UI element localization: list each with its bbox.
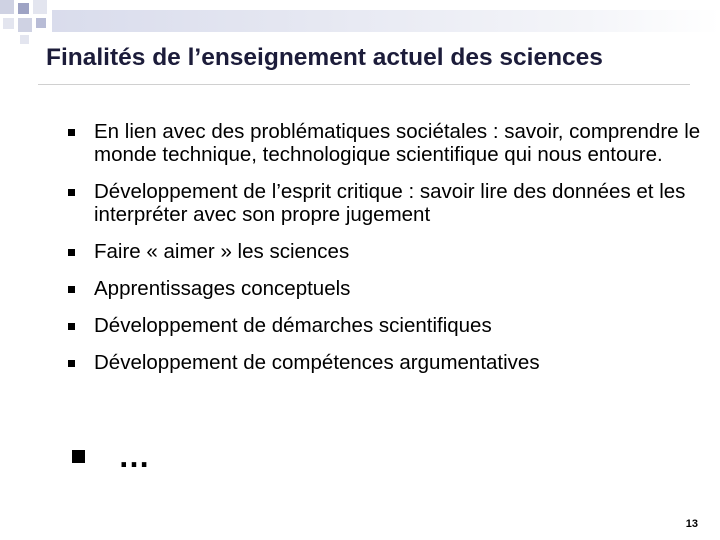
bullet-text: Apprentissages conceptuels — [94, 277, 351, 300]
large-square-bullet-icon — [72, 450, 85, 463]
deco-square — [20, 35, 29, 44]
deco-square — [18, 3, 29, 14]
square-bullet-icon — [68, 323, 75, 330]
decorative-squares — [0, 0, 60, 45]
square-bullet-icon — [68, 189, 75, 196]
square-bullet-icon — [68, 360, 75, 367]
bullet-text: Faire « aimer » les sciences — [94, 240, 350, 263]
slide-title: Finalités de l’enseignement actuel des sciences — [46, 44, 603, 71]
list-item — [68, 180, 708, 226]
list-item — [68, 277, 708, 300]
page-number: 13 — [685, 518, 698, 530]
deco-square — [33, 0, 47, 14]
square-bullet-icon — [68, 129, 75, 136]
title-divider — [38, 84, 690, 85]
header-band — [52, 10, 720, 32]
ellipsis-text: … — [118, 438, 150, 474]
bullet-text: Développement de démarches scientifiques — [94, 314, 492, 337]
square-bullet-icon — [68, 249, 75, 256]
list-item — [68, 120, 708, 166]
deco-square — [36, 18, 46, 28]
list-item — [68, 240, 708, 263]
list-item — [68, 351, 708, 374]
deco-square — [0, 0, 14, 14]
deco-square — [3, 18, 14, 29]
bullet-text: Développement de l’esprit critique : savoir lire des données et les interpréter avec son propre jugement — [94, 180, 686, 226]
bullet-text: En lien avec des problématiques sociétales : savoir, comprendre le monde technique, technologique scientifique qui nous entoure. — [94, 120, 701, 166]
list-item — [68, 314, 708, 337]
square-bullet-icon — [68, 286, 75, 293]
bullet-text: Développement de compétences argumentatives — [94, 351, 540, 374]
bullet-list — [68, 120, 708, 388]
deco-square — [18, 18, 32, 32]
